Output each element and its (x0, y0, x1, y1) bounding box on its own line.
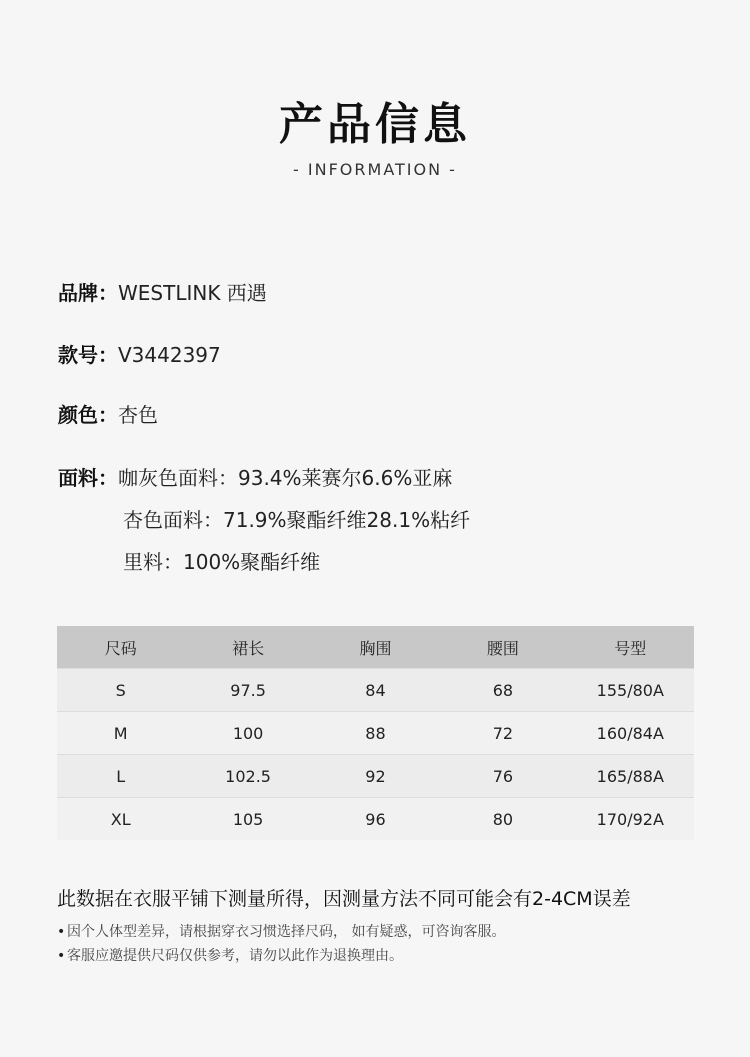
measurement-note: 此数据在衣服平铺下测量所得，因测量方法不同可能会有2-4CM误差 (57, 888, 631, 910)
cell-fit: 165/88A (567, 755, 694, 798)
table-row (57, 669, 694, 712)
page-subtitle: - INFORMATION - (293, 160, 457, 179)
brand-row (58, 279, 267, 307)
fabric-line-1: 咖灰色面料：93.4%莱赛尔6.6%亚麻 (118, 466, 453, 490)
note-item-text: 因个人体型差异，请根据穿衣习惯选择尺码， 如有疑惑，可咨询客服。 (67, 924, 506, 940)
bullet-icon: • (57, 924, 66, 940)
cell-bust: 96 (312, 798, 439, 841)
cell-size: L (57, 755, 184, 798)
header-size: 尺码 (57, 626, 184, 669)
fabric-row (58, 464, 452, 492)
page-title: 产品信息 (279, 99, 471, 150)
table-row (57, 712, 694, 755)
cell-waist: 72 (439, 712, 566, 755)
cell-size: XL (57, 798, 184, 841)
size-table (57, 626, 694, 840)
cell-size: M (57, 712, 184, 755)
fabric-line-2: 杏色面料：71.9%聚酯纤维28.1%粘纤 (123, 508, 471, 532)
cell-fit: 155/80A (567, 669, 694, 712)
fabric-line-3: 里料：100%聚酯纤维 (123, 550, 321, 574)
cell-fit: 160/84A (567, 712, 694, 755)
table-row (57, 755, 694, 798)
note-item-1 (57, 921, 505, 941)
color-row (58, 401, 158, 429)
note-item-text: 客服应邀提供尺码仅供参考，请勿以此作为退换理由。 (67, 948, 403, 964)
style-no-row (58, 341, 221, 369)
fabric-label: 面料： (58, 466, 118, 490)
cell-bust: 88 (312, 712, 439, 755)
cell-size: S (57, 669, 184, 712)
bullet-icon: • (57, 948, 66, 964)
cell-fit: 170/92A (567, 798, 694, 841)
header-waist: 腰围 (439, 626, 566, 669)
brand-value: WESTLINK 西遇 (118, 281, 267, 305)
style-no-value: V3442397 (118, 343, 221, 367)
cell-length: 97.5 (184, 669, 311, 712)
color-value: 杏色 (118, 403, 158, 427)
header-length: 裙长 (184, 626, 311, 669)
cell-waist: 76 (439, 755, 566, 798)
style-no-label: 款号： (58, 343, 118, 367)
header-fit: 号型 (567, 626, 694, 669)
brand-label: 品牌： (58, 281, 118, 305)
cell-bust: 92 (312, 755, 439, 798)
cell-waist: 80 (439, 798, 566, 841)
cell-bust: 84 (312, 669, 439, 712)
color-label: 颜色： (58, 403, 118, 427)
note-item-2 (57, 945, 403, 965)
cell-length: 100 (184, 712, 311, 755)
cell-waist: 68 (439, 669, 566, 712)
cell-length: 102.5 (184, 755, 311, 798)
header-bust: 胸围 (312, 626, 439, 669)
table-row (57, 798, 694, 841)
size-table-header-row (57, 626, 694, 669)
cell-length: 105 (184, 798, 311, 841)
